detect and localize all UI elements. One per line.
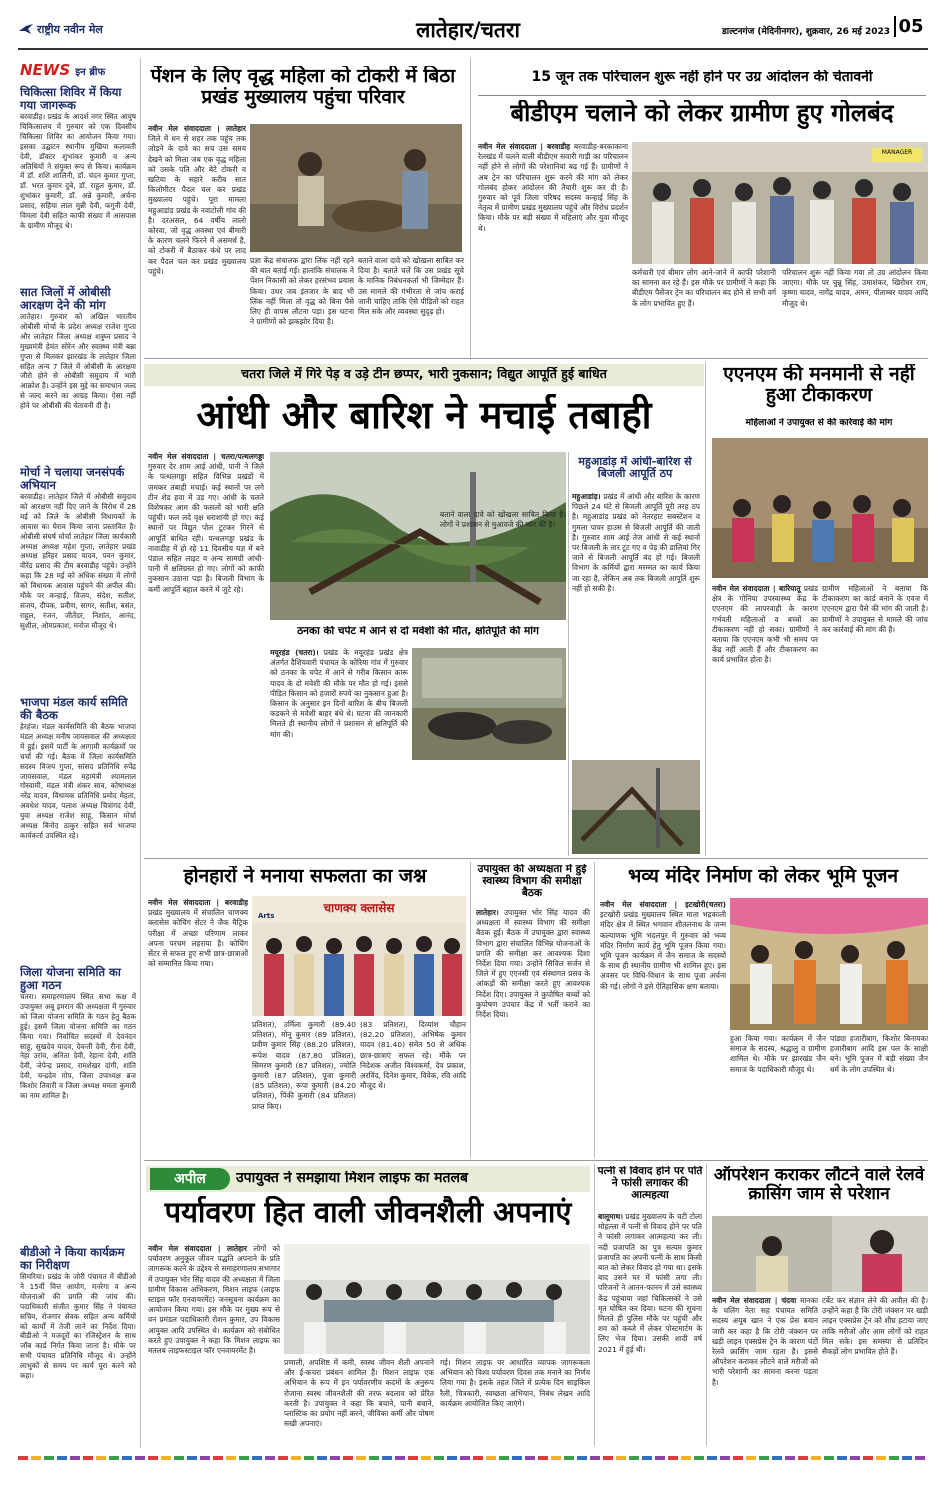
temple-photo bbox=[730, 898, 928, 1030]
environment-tag: अपील bbox=[150, 1168, 230, 1190]
bdm-kicker: 15 जून तक परिचालन शुरू नहीं होने पर उग्र आंदोलन की चेतावनी bbox=[531, 70, 873, 85]
anm-headline: एएनएम की मनमानी से नहीं हुआ टीकाकरण bbox=[723, 364, 915, 407]
masthead-rule bbox=[18, 48, 928, 50]
news-label: NEWS bbox=[20, 61, 71, 79]
anm-body-2 bbox=[822, 584, 928, 854]
bdm-text-3: परिचालन शुरू नहीं किया गया तो उग्र आंदोलन किया जाएगा। मौके पर चुन्नू सिंह, उमाशंकर, खिरोधर राम, कृष्णा यादव, नागेंद्र यादव, अमन, पीताम्बर यादव आदि मौजूद थे। bbox=[782, 268, 928, 308]
power-text: प्रखंड में आंधी और बारिश के कारण पिछले 24 घंटे से बिजली आपूर्ति पूरी तरह ठप है। महुआडांड़ प्रखंड को नेतरहाट सबस्टेशन व गुमला पावर हाउस से बिजली आपूर्ति की जाती है। गुरुवार शाम आई तेज आंधी से कई स्थानों पर बिजली के तार टूट गए व पेड़ की डालियां गिर जाने से बिजली आपूर्ति बंद हो गई। बिजली विभाग के कर्मियों द्वारा मरम्मत का कार्य किया जा रहा है, लेकिन अब तक बिजली आपूर्ति शुरू नहीं हो सकी है। bbox=[572, 492, 700, 593]
coaching-text-3: (83 प्रतिशत), दिव्यांश चौहान (82.20 प्रतिशत), अभिषेक कुमार यादव (81.40) समेत 50 से अधिक छात्र-छात्राएं सफल रहे। मौके पर निदेशक अजीत विश्वकर्मा, देव प्रकाश, अरविंद, दिनेश कुमार, विवेक, रवि आदि मौजूद थे। bbox=[360, 1020, 466, 1091]
pension-body-3 bbox=[358, 256, 464, 352]
section-title: लातेहार/चतरा bbox=[416, 18, 520, 42]
sidebar-headline: मोर्चा ने चलाया जनसंपर्क अभियान bbox=[20, 465, 125, 492]
environment-byline: नवीन मेल संवाददाता | लातेहार bbox=[148, 1244, 247, 1253]
bdm-byline: नवीन मेल संवाददाता | बरवाडीह bbox=[478, 142, 571, 151]
thunder-body-1 bbox=[270, 648, 408, 752]
sidebar-item bbox=[20, 966, 136, 1242]
power-body bbox=[572, 492, 700, 752]
masthead bbox=[18, 14, 928, 48]
health-headline: उपायुक्त की अध्यक्षता में हुई स्वास्थ्य विभाग की समीक्षा बैठक bbox=[477, 864, 587, 899]
environment-headline: पर्यावरण हित वाली जीवनशैली अपनाएं bbox=[164, 1196, 572, 1229]
coaching-byline: नवीन मेल संवाददाता | बरवाडीह bbox=[148, 898, 248, 907]
sidebar-body: सिमरिया। प्रखंड के जोरी पंचायत में बीडीओ ने 15वीं वित्त आयोग, मनरेगा व अन्य योजनाओं की प्रगति की जांच की। पदाधिकारी संजीत कुमार सिंह ने पंचायत सचिव, रोजगार सेवक सहित अन्य कर्मियों को कार्यों में तेजी लाने का निर्देश दिया। बीडीओ ने मजदूरों का रजिस्ट्रेशन के साथ जॉब कार्ड निर्गत किया जाना है। मौके पर सभी पंचायत प्रतिनिधि मौजूद थे। उन्होंने लाभुकों से समय पर कार्य पूरा करने को कहा। bbox=[20, 1272, 136, 1381]
storm-text-2: बताने वाला दावे को खोखला साबित किया है। लोगों ने प्रशासन से मुआवजे की मांग की है। bbox=[440, 510, 566, 530]
anm-text-1: प्रखंड क्षेत्र के गोनिया उपस्वास्थ्य केंद्र के एएनएम की लापरवाही के कारण गर्भवती महिलाओं व बच्चों का टीकाकरण नहीं हो सका। ग्रामीणों ने बताया कि एएनएम कभी भी समय पर केंद्र नहीं आती हैं और टीकाकरण का कार्य प्रभावित होता है। bbox=[712, 584, 818, 665]
page-number: 05 bbox=[894, 16, 926, 37]
suicide-headline: पत्नी से विवाद होने पर पति ने फांसी लगाकर की आत्महत्या bbox=[597, 1166, 703, 1201]
sidebar-body: लातेहार। गुरुवार को अखिल भारतीय ओबीसी मोर्चा के प्रदेश अध्यक्ष राजेश गुप्ता और लातेहार जिला अध्यक्ष शत्रुघ्न प्रसाद ने मुख्यमंत्री हेमंत सोरेन और स्वास्थ्य मंत्री बन्ना गुप्ता से मिलकर झारखंड के लातेहार जिला सहित अन्य 7 जिले में ओबीसी के आरक्षण जीरो होने से ओबीसी समुदाय में भारी आक्रोश है। उन्होंने इस मुद्दे का समाधान जल्द से जल्द करने का आग्रह किया। ऐसा नहीं होने पर ओबीसी की चेतावनी दी है। bbox=[20, 312, 136, 411]
pension-byline: नवीन मेल संवाददाता | लातेहार bbox=[148, 124, 246, 133]
bdm-headline: बीडीएम चलाने को लेकर ग्रामीण हुए गोलबंद bbox=[510, 100, 894, 127]
temple-text-2: हुआ किया गया। कार्यक्रम में जैन समाज के सदस्य, श्रद्धालु व ग्रामीण शामिल थे। मौके पर झारखंड जैन समाज के पदाधिकारी मौजूद थे। bbox=[730, 1034, 826, 1074]
anm-byline: नवीन मेल संवाददाता | बारियातू bbox=[712, 584, 801, 593]
storm-inner-divider bbox=[568, 452, 569, 856]
bdm-sign: MANAGER bbox=[881, 149, 913, 156]
bdm-text-1: बरवाडीह-बरकाकाना रेलखंड में चलने वाली बीडीएम सवारी गाड़ी का परिचालन नहीं होने से लोगों की परेशानियां बढ़ गई हैं। ग्रामीणों ने अब ट्रेन का परिचालन शुरू करने की मांग को लेकर गोलबंद होकर आंदोलन की तैयारी शुरू कर दी है। गुरुवार को पूर्व जिला परिषद सदस्य कन्हाई सिंह के नेतृत्व में ग्रामीण प्रखंड मुख्यालय पहुंचे और विरोध प्रदर्शन किया। मौके पर बड़ी संख्या में महिलाएं और युवा मौजूद थे। bbox=[478, 142, 628, 233]
sidebar-headline: जिला योजना समिति का हुआ गठन bbox=[20, 965, 121, 992]
environment-text-1: लोगों को पर्यावरण अनुकूल जीवन पद्धति अपनाने के प्रति जागरूक करने के उद्देश्य से समाहरणालय सभागार में उपायुक्त भोर सिंह यादव की अध्यक्षता में जिला ग्रामीण विकास अभिकरण, मिशन लाइफ (लाइफ स्टाइल फॉर एनवायरमेंट) जनसूचना कार्यक्रम का आयोजन किया गया। इस मौके पर मुख्य रूप से वन प्रमंडल पदाधिकारी रोशन कुमार, उप विकास आयुक्त आदि उपस्थित थे। कार्यक्रम को संबोधित करते हुए उपायुक्त ने कहा कि मिशन लाइफ का मतलब लाइफस्टाइल फॉर एनवायरमेंट है। bbox=[148, 1244, 280, 1356]
suicide-byline: बालूमाथ। bbox=[598, 1212, 624, 1221]
sidebar-divider bbox=[140, 58, 141, 1448]
environment-text-2: प्रणाली, अपशिष्ट में कमी, स्वस्थ जीवन शैली अपनाने और ई-कचरा प्रबंधन शामिल हैं। मिशन लाइफ एक अभियान के रूप में इन पर्यावरणीय कदमों के अनुरूप रोजाना स्वस्थ जीवनशैली की तरफ बदलाव को प्रेरित करती है। उपायुक्त ने कहा कि बचाने, पानी बचाने, प्लास्टिक का प्रयोग नहीं करने, जीविका कर्मी और पोषण सखी अपनाएं। bbox=[284, 1358, 434, 1429]
bdm-kicker-rule bbox=[478, 95, 926, 96]
sidebar-item bbox=[20, 466, 136, 692]
railway-byline: नवीन मेल संवाददाता | चंदवा bbox=[712, 1296, 797, 1305]
top-divider bbox=[470, 58, 471, 358]
sidebar bbox=[20, 60, 136, 1440]
sidebar-body: बरवाडीह। प्रखंड के आदर्श नगर स्थित आयुष चिकित्सालय में गुरुवार को एक दिवसीय चिकित्सा शिविर का आयोजन किया गया। इसका उद्घाटन स्थानीय मुखिया कलावती देवी, डॉक्टर शुभांकर कुमारी व अन्य अतिथियों ने संयुक्त रूप से किया। कार्यक्रम में डॉ. शशि शालिनी, डॉ. चंदन कुमार गुप्ता, डॉ. भरत कुमार दुबे, डॉ. राहुल कुमार, डॉ. शुभांकर कुमारी, डॉ. अन्ने कुमारी, अर्चना प्रसाद, सहिया लाल मुन्नी देवी, फगुनी देवी, विमला देवी सहित काफी संख्या में आसपास के ग्रामीण मौजूद थे। bbox=[20, 112, 136, 230]
temple-byline: नवीन मेल संवाददाता | इटखोरी(चतरा) bbox=[600, 900, 726, 909]
power-byline: महुआडांड़। bbox=[572, 492, 601, 501]
suicide-railway-divider bbox=[706, 1164, 707, 1446]
anm-body-1 bbox=[712, 584, 818, 854]
anm-text-2: ग्रामीण महिलाओं ने बताया कि टीकाकरण का कार्ड बनाने के एवज में एएनएम द्वारा पैसे की मांग की जाती है। ग्रामीणों ने उपायुक्त से मामले की जांच कर कार्रवाई की मांग की है। bbox=[822, 584, 928, 634]
railway-body-1 bbox=[712, 1296, 818, 1442]
sidebar-item bbox=[20, 696, 136, 962]
lower-section-rule bbox=[144, 1160, 928, 1161]
bottom-color-strip bbox=[18, 1456, 928, 1462]
health-temple-divider bbox=[594, 862, 595, 1158]
thunder-text: प्रखंड के मयूरहंड प्रखंड क्षेत्र अंतर्गत दैशियवारी पंचायत के कोरिया गांव में गुरुवार को ठनका के चपेट में आने से गरीब किसान कारू यादव के दो मवेशी की मौके पर मौत हो गई। इससे पीड़ित किसान को हजारों रुपये का नुकसान हुआ है। किसान के अनुसार इन दिनों बारिश के बीच बिजली कड़कने से मवेशी बाहर बंधे थे। घटना की जानकारी मिलते ही स्थानीय लोगों ने प्रशासन से क्षतिपूर्ति की मांग की। bbox=[270, 648, 408, 739]
railway-body-2 bbox=[822, 1296, 928, 1442]
storm-headline: आंधी और बारिश ने मचाई तबाही bbox=[196, 394, 652, 437]
bdm-body-1 bbox=[478, 142, 628, 352]
storm-byline: नवीन मेल संवाददाता | चतरा/पत्थलगड्डा bbox=[148, 452, 264, 461]
coaching-health-divider bbox=[470, 862, 471, 1158]
pension-photo bbox=[250, 124, 462, 252]
brief-label: इन ब्रीफ bbox=[75, 67, 106, 78]
upper-section-rule bbox=[144, 358, 928, 359]
logo-text: राष्ट्रीय नवीन मेल bbox=[37, 22, 103, 36]
thunder-body-2 bbox=[270, 762, 566, 854]
pension-headline: पेंशन के लिए वृद्ध महिला को टोकरी में बिठा प्रखंड मुख्यालय पहुंचा परिवार bbox=[150, 66, 456, 109]
suicide-text: प्रखंड मुख्यालय के चटी टोला मोहल्ला में पत्नी से विवाद होने पर पति ने फांसी लगाकर आत्महत्या कर ली। नदी प्रजापति का पुत्र सत्यम कुमार प्रजापति का अपनी पत्नी के साथ किसी बात को लेकर विवाद हो गया था। इसके बाद उसने घर में फांसी लगा ली। परिजनों ने आनन-फानन में उसे स्वास्थ्य केंद्र पहुंचाया जहां चिकित्सकों ने उसे मृत घोषित कर दिया। घटना की सूचना मिलते ही पुलिस मौके पर पहुंची और शव को कब्जे में लेकर पोस्टमार्टम के लिए भेज दिया। उसकी शादी वर्ष 2021 में हुई थी। bbox=[598, 1212, 702, 1354]
anm-subhead: महिलाओं ने उपायुक्त से की कार्रवाई की मांग bbox=[745, 418, 893, 428]
coaching-banner-sub: Arts bbox=[258, 912, 275, 920]
storm-extra bbox=[440, 510, 566, 618]
railway-photo bbox=[712, 1216, 928, 1292]
coaching-headline: होनहारों ने मनाया सफलता का जश्न bbox=[183, 866, 427, 887]
pension-body-1 bbox=[148, 124, 246, 292]
environment-suicide-divider bbox=[594, 1164, 595, 1446]
sidebar-body: बरवाडीह। लातेहार जिले में ओबीसी समुदाय को आरक्षण नहीं दिए जाने के विरोध में 28 मई को जिले के ओबीसी विधायकों के आवास का घेराव किया जाना प्रस्तावित है। ओबीसी संघर्ष मोर्चा लातेहार जिला कार्यकारी अध्यक्ष अध्यक्ष महेश गुप्ता, लातेहार प्रखंड अध्यक्ष हरिहर प्रसाद यादव, पवन कुमार, वीरेंद्र प्रसाद की टीम बरवाडीह पहुंचे। उन्होंने कहा कि 28 मई को अधिक संख्या में लोगों को विधायक आवास पहुंचने की अपील की। मौके पर कन्हाई, विजय, संदेश, सतीश, संजय, दीपक, प्रवीण, सागर, सतीश, बसंत, राहुल, रंजन, जीतेंदर, निशांत, आनंद, सुशील, ओमप्रकाश, मनोज मौजूद थे। bbox=[20, 492, 136, 630]
environment-body-3 bbox=[440, 1358, 590, 1442]
sidebar-headline: भाजपा मंडल कार्य समिति की बैठक bbox=[20, 695, 128, 722]
pension-text-3: बताने वाला दावे को खोखला साबित कर दिया है। बताते चलें कि उस प्रखंड सूचे के मानिक निबंधनकर्ता भी जिम्मेदार हैं। उस मामले की गंभीरता से जांच कराई जानी चाहिए ताकि ऐसे पीड़ितों को राहत मिल सके और व्यवस्था सुदृढ़ हो। bbox=[358, 256, 464, 317]
sidebar-body: चतरा। समाहरणालय स्थित सभा कक्ष में उपायुक्त अबू इमरान की अध्यक्षता में गुरुवार को जिला योजना समिति के गठन हेतु बैठक हुई। इसमें जिला योजना समिति का गठन किया गया। निर्वाचित सदस्यों में देवनंदन साहू, सुखदेव यादव, देवन्ती देवी, रीना देवी, नेहा उरांव, अनिता देवी, रेहाना देवी, शांति देवी, जेपेन्द्र प्रसाद, रामशेखर दांगी, शांति देवी, चन्द्रदेव गोप, जिला उपाध्यक्ष ब्रज किशोर तिवारी व जिला अध्यक्ष ममता कुमारी का नाम शामिल है। bbox=[20, 992, 136, 1101]
bdm-body-3 bbox=[782, 268, 928, 352]
health-text: उपायुक्त भोर सिंह यादव की अध्यक्षता में स्वास्थ्य विभाग की समीक्षा बैठक हुई। बैठक में उपायुक्त द्वारा स्वास्थ्य विभाग द्वारा संचालित विभिन्न योजनाओं के प्रगति की समीक्षा कर आवश्यक दिशा निर्देश दिया गया। उन्होंने सिविल सर्जन से जिले में हुए एएनसी एवं संस्थागत प्रसव के आंकड़ों की समीक्षा करते हुए आवश्यक निर्देश दिए। उपायुक्त ने कुपोषित बच्चों को कुपोषण उपचार केंद्र में भर्ती कराने का निर्देश दिया। bbox=[476, 908, 590, 1020]
pension-body-2 bbox=[250, 256, 354, 352]
sidebar-headline: सात जिलों में ओबीसी आरक्षण देने की मांग bbox=[20, 285, 111, 312]
temple-body-1 bbox=[600, 900, 726, 1156]
pension-text-1: जिले में धन से शहर तक पहुंच तक जोड़ने के दावे का सच उस समय देखने को मिला जब एक वृद्ध महिला को उसके पति और बेटे टोकरी व खटिया के सहारे करीब सात किलोमीटर पैदल चल कर प्रखंड मुख्यालय पहुंचे। पूरा मामला महुआडांड़ प्रखंड के नवाटोली गांव की है। दरअसल, 64 वर्षीय लालो कोरवा, जो वृद्ध अवस्था एवं बीमारी के कारण चलने फिरने में असमर्थ है, को टोकरी में बैठाकर कंधे पर लाद कर पैदल चल कर प्रखंड मुख्यालय पहुंचे। bbox=[148, 134, 246, 276]
middle-section-rule bbox=[144, 858, 928, 859]
coaching-body-2 bbox=[252, 1020, 356, 1156]
temple-body-3 bbox=[830, 1034, 928, 1156]
health-byline: लातेहार। bbox=[476, 908, 499, 917]
bdm-photo bbox=[632, 142, 928, 264]
storm-kicker: चतरा जिले में गिरे पेड़ व उड़े टीन छप्पर, भारी नुकसान; विद्युत आपूर्ति हुई बाधित bbox=[241, 367, 607, 381]
thunder-byline: मयूरहंड (चतरा)। bbox=[270, 648, 319, 657]
health-body bbox=[476, 908, 590, 1156]
bdm-text-2: कर्मचारी एवं बीमार लोग आने-जाने में काफी परेशानी का सामना कर रहे हैं। इस मौके पर ग्रामीणों ने कहा कि बीडीएम पैसेंजर ट्रेन का परिचालन बंद होने से सभी वर्ग के लोग प्रभावित हुए हैं। bbox=[632, 268, 776, 308]
coaching-text-2: प्रतिशत), उर्मिला कुमारी (89.40 प्रतिशत), मोनू कुमार (89 प्रतिशत), प्रवीण कुमार सिंह (88.20 प्रतिशत), रूपेश यादव (87.80 प्रतिशत), सिमरण कुमारी (87 प्रतिशत), ज्योति कुमारी (87 प्रतिशत), पूजा कुमारी (85 प्रतिशत), रूपा कुमारी (84.20 प्रतिशत), पिंकी कुमारी (84 प्रतिशत) प्राप्त किए। bbox=[252, 1020, 356, 1111]
environment-photo bbox=[284, 1244, 590, 1354]
coaching-banner: चाणक्य क्लासेस bbox=[323, 901, 395, 915]
railway-text-2: टर्बेट कर संज्ञान लेने की अपील की है। उन्होंने कहा है कि टोरी जंक्शन पर खड़ी लाइन एक्सप्रेस ट्रेन को शीघ्र हटाया जाए ताकि मरीजों और आम लोगों को राहत मिल सके। इस समस्या से प्रतिदिन सैकड़ों लोग प्रभावित होते हैं। bbox=[822, 1296, 928, 1357]
anm-photo bbox=[712, 438, 928, 578]
sidebar-headline: चिकित्सा शिविर में किया गया जागरूक bbox=[20, 85, 122, 112]
temple-text-1: इटखोरी प्रखंड मुख्यालय स्थित माता भद्रकाली मंदिर क्षेत्र में स्थित भगवान शीतलनाथ के जन्म कल्याणक भूमि भदलपुर में गुरुवार को भव्य मंदिर निर्माण कार्य हेतु भूमि पूजन किया गया। भूमि पूजन कार्यक्रम में जैन समाज के सदस्यों के साथ ही स्थानीय ग्रामीण भी शामिल हुए। इस अवसर पर विधि-विधान के साथ पूजा अर्चना की गई। लोगों ने इसे ऐतिहासिक क्षण बताया। bbox=[600, 910, 726, 991]
railway-text-1: मानका के चलिंग नेता सह पंचायत समिति सदस्य अयूब खान ने एक प्रेस बयान जारी कर कहा है कि टोरी जंक्शन पर खड़ी लाइन एक्सप्रेस ट्रेन के कारण घंटों रेलवे क्रासिंग जाम रहता है। इससे ऑपरेशन कराकर लौटने वाले मरीजों को भारी परेशानी का सामना करना पड़ता है। bbox=[712, 1296, 818, 1387]
bdm-body-2 bbox=[632, 268, 776, 352]
environment-kicker: उपायुक्त ने समझाया मिशन लाइफ का मतलब bbox=[236, 1171, 468, 1186]
thunder-photo bbox=[412, 648, 566, 760]
suicide-body bbox=[598, 1212, 702, 1442]
news-brief-badge bbox=[20, 60, 136, 82]
temple-headline: भव्य मंदिर निर्माण को लेकर भूमि पूजन bbox=[627, 866, 899, 887]
thunder-headline: ठनका की चपेट में आने से दो मवेशी की मौत, क्षतिपूर्ति की मांग bbox=[297, 626, 539, 637]
sidebar-headline: बीडीओ ने किया कार्यक्रम का निरीक्षण bbox=[20, 1245, 125, 1272]
power-photo bbox=[572, 760, 700, 854]
railway-headline: ऑपरेशन कराकर लौटने वाले रेलवे क्रासिंग जाम से परेशान bbox=[713, 1166, 925, 1205]
power-headline: महुआडांड़ में आंधी-बारिश से बिजली आपूर्ति ठप bbox=[578, 456, 692, 481]
dateline: डाल्टनगंज (मेदिनीनगर), शुक्रवार, 26 मई 2023 bbox=[721, 27, 890, 37]
sidebar-item bbox=[20, 86, 136, 282]
sidebar-body: हेरहंज। मंडल कार्यसमिति की बैठक भाजपा मंडल अध्यक्ष मनीष जायसवाल की अध्यक्षता में हुई। इसमें पार्टी के आगामी कार्यक्रमों पर चर्चा की गई। बैठक में जिला कार्यसमिति सदस्य विजय गुप्ता, सांसद प्रतिनिधि रुपेंद्र जायसवाल, मंडल महामंत्री श्यामलाल गोस्वामी, मंडल मंत्री शंकर साव, कोषाध्यक्ष नरेंद्र यादव, विधायक प्रतिनिधि प्रमोद मेहता, अवधेश यादव, पलाश अध्यक्ष चित्रांगद देवी, युवा अध्यक्ष राजेश साहू, किसान मोर्चा अध्यक्ष बिनोद ठाकुर सहित सर्व भाजपा कार्यकर्ता उपस्थित रहे। bbox=[20, 722, 136, 840]
pension-text-2: प्रज्ञा केंद्र संचालक द्वारा लिंक नहीं रहने की बात बताई गई। हालांकि संचालक ने पेंशन निकासी को लेकर हरसंभव प्रयास किया। उधर जब इंतजार के बाद भी लिंक नहीं मिला तो वृद्ध को बिना पैसे लिए ही वापस लौटना पड़ा। इस घटना ने ग्रामीणों को झकझोर दिया है। bbox=[250, 256, 354, 327]
environment-body-1 bbox=[148, 1244, 280, 1442]
temple-body-2 bbox=[730, 1034, 826, 1156]
coaching-text-1: प्रखंड मुख्यालय में संचालित चाणक्य क्लासेस कोचिंग सेंटर ने जैक मैट्रिक परीक्षा में अच्छा परिणाम लाकर अपना परचम लहराया है। कोचिंग सेंटर से सफल हुए सभी छात्र-छात्राओं को सम्मानित किया गया। bbox=[148, 908, 248, 969]
logo bbox=[18, 20, 138, 38]
environment-text-3: गई। मिशन लाइफ पर आधारित व्यापक जागरूकता अभियान को विश्व पर्यावरण दिवस तक मनाने का निर्णय लिया गया है। इसके तहत जिले में प्रत्येक दिन साइकिल रैली, चित्रकारी, स्वच्छता अभियान, निबंध लेखन आदि कार्यक्रम आयोजित किए जाएंगे। bbox=[440, 1358, 590, 1408]
sidebar-item bbox=[20, 286, 136, 462]
environment-body-2 bbox=[284, 1358, 434, 1442]
coaching-photo bbox=[252, 896, 466, 1016]
storm-anm-divider bbox=[705, 362, 706, 856]
coaching-body-3 bbox=[360, 1020, 466, 1156]
sidebar-item bbox=[20, 1246, 136, 1440]
bird-logo-icon bbox=[18, 23, 34, 35]
storm-text-1: गुरुवार देर शाम आई आंधी, पानी ने जिले के पत्थलगड्डा सहित विभिन्न प्रखंडों में जमकर तबाही मचाई। कई स्थानों पर लगे टीन शेड हवा में उड़ गए। आंधी के चलते विशेषकर आम की फसलों को भारी क्षति पहुंची। फल लदे वृक्ष धराशायी हो गए। कई स्थानों पर विद्युत पोल टूटकर गिरने से आपूर्ति बाधित रही। पत्थलगड्डा प्रखंड के नावाडीह में हो रहे 11 दिवसीय यज्ञ में बने पंडाल सहित लाइट व अन्य सामग्री आंधी-पानी में क्षतिग्रस्त हो गए। लोगों को काफी नुकसान उठाना पड़ा है। बिजली विभाग के कर्मी आपूर्ति बहाल करने में जुटे रहे। bbox=[148, 462, 264, 594]
coaching-body-1 bbox=[148, 898, 248, 1156]
temple-text-3: पांड्या हजारीबाग, किशोर बिनायका हजारीबाग आदि इस पल के साक्षी बने। भूमि पूजन में बड़ी संख्या जैन धर्म के लोग उपस्थित थे। bbox=[830, 1034, 928, 1074]
storm-body-1 bbox=[148, 452, 264, 854]
